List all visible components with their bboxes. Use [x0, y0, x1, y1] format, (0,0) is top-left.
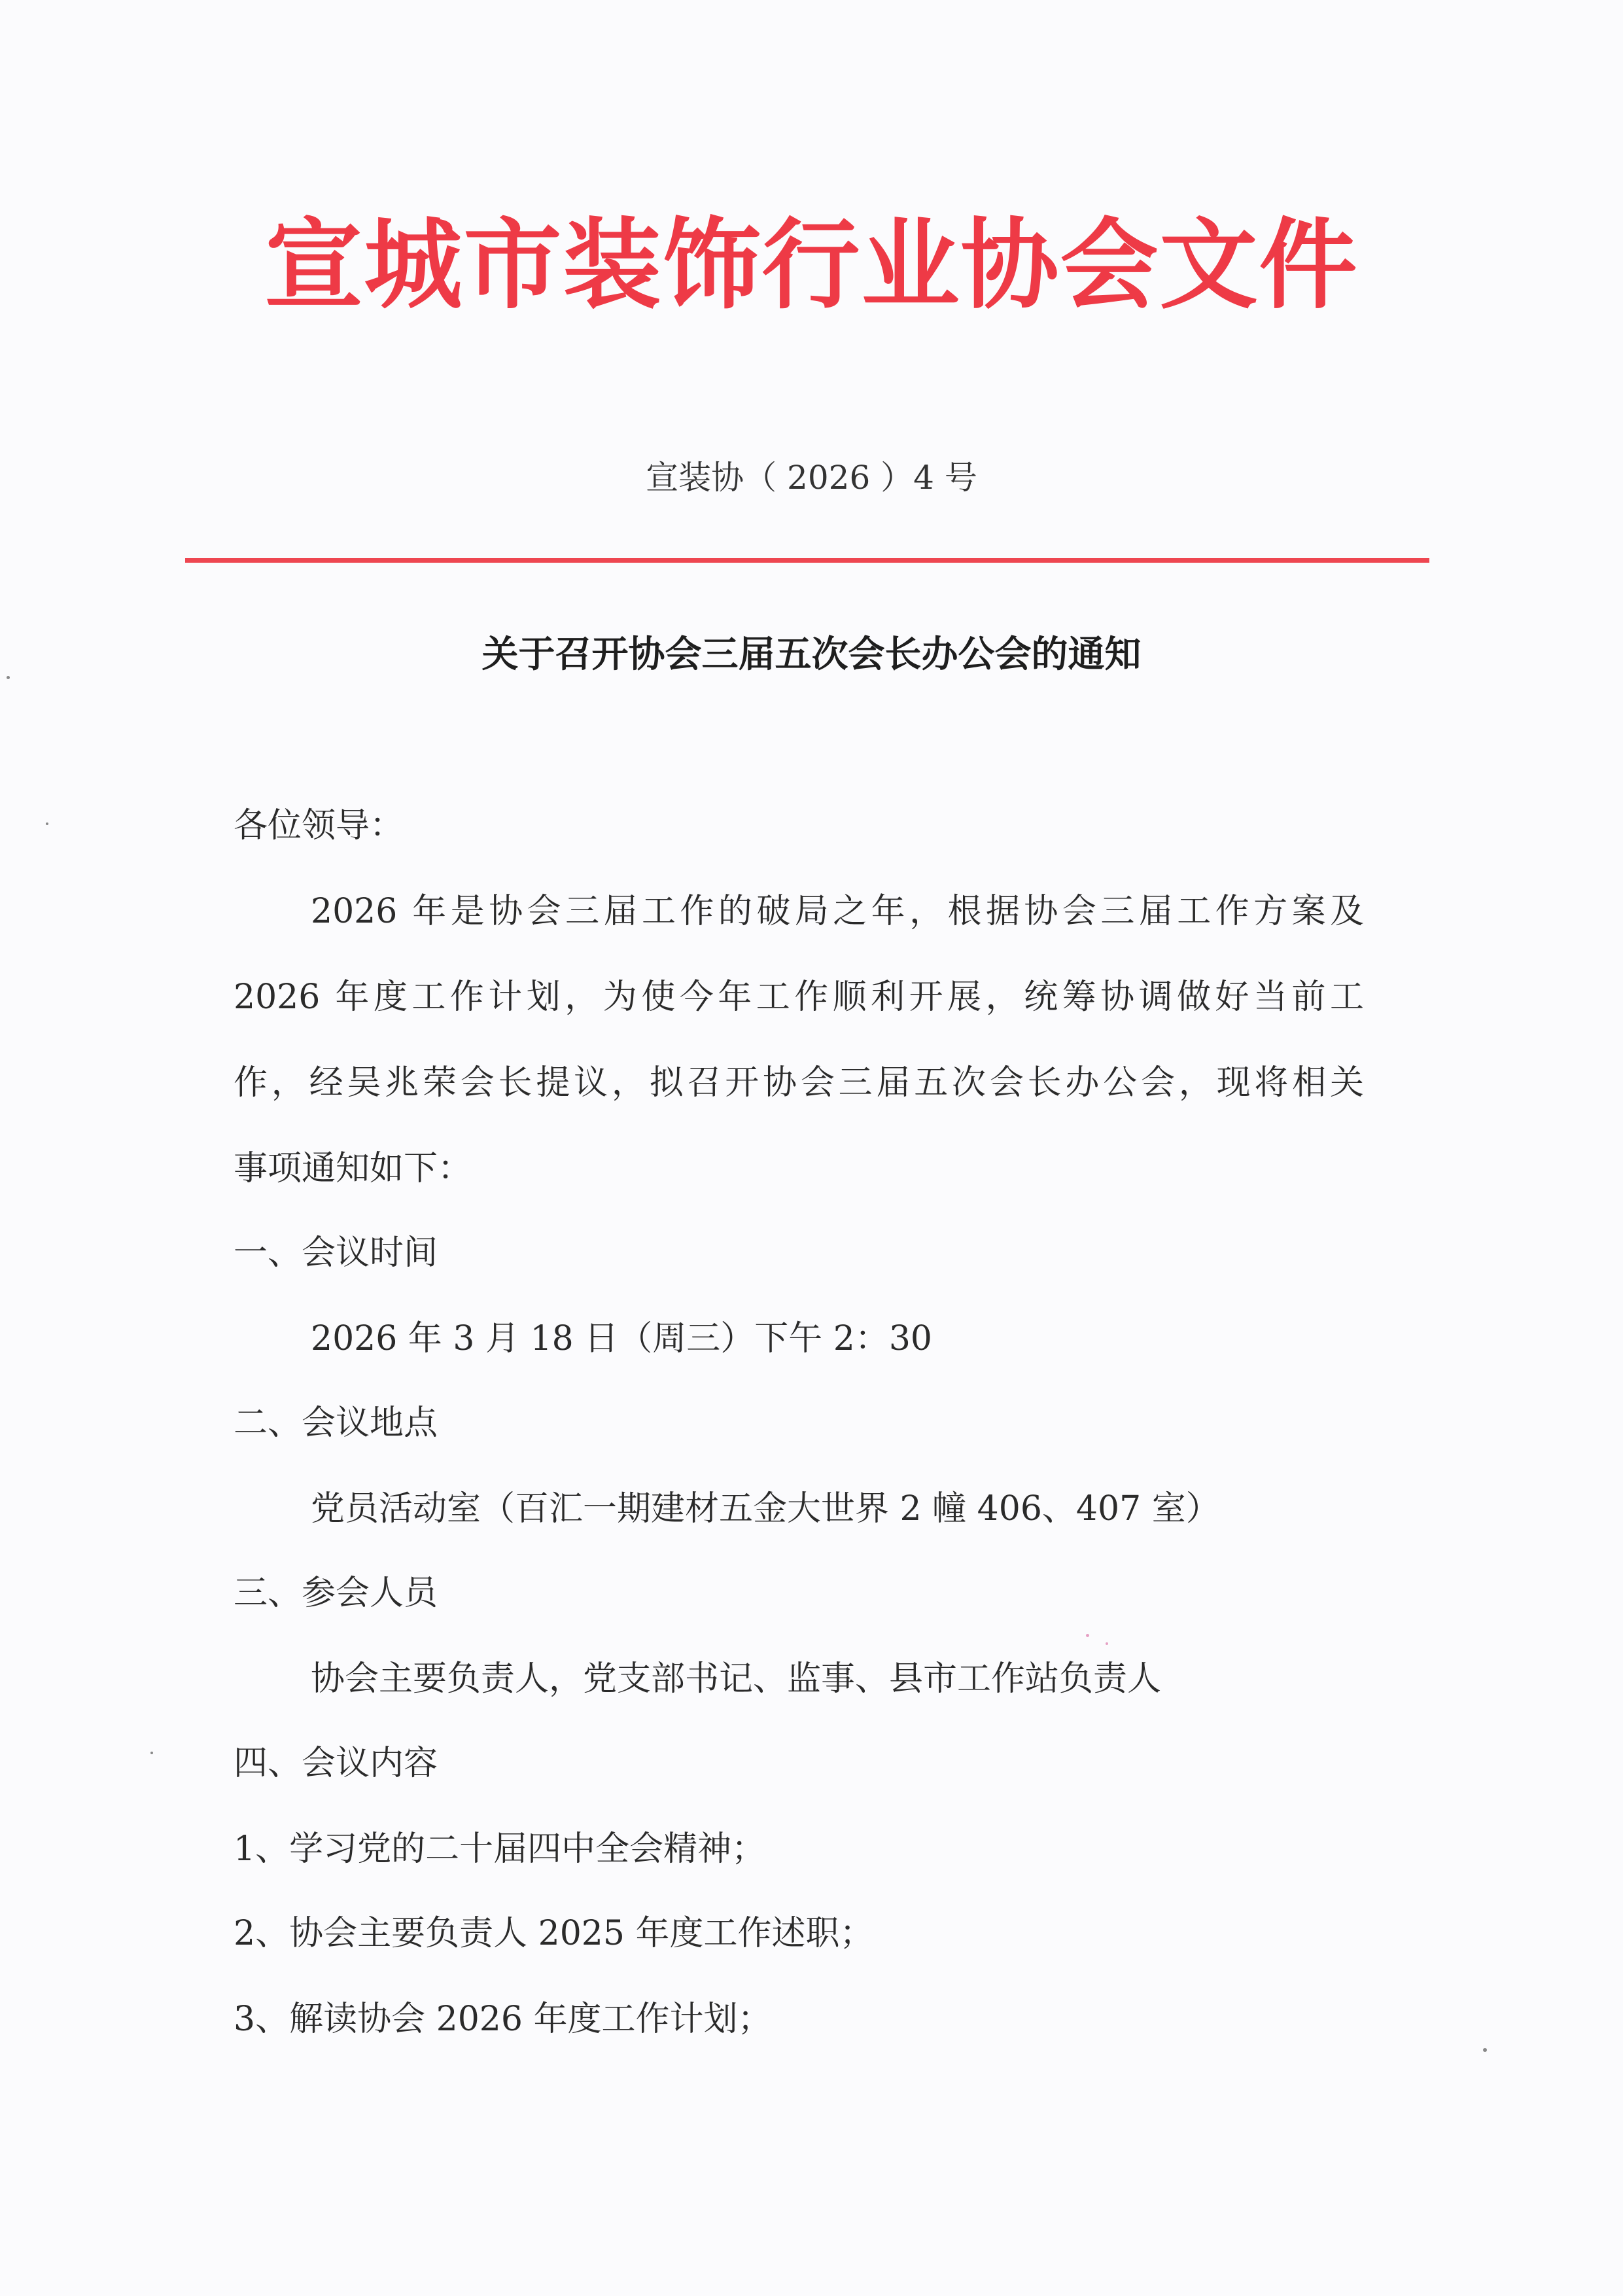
section-content-time: 2026 年 3 月 18 日（周三）下午 2：30: [311, 1319, 933, 1358]
scan-speck: [7, 676, 10, 679]
intro-paragraph-line-3: 作，经吴兆荣会长提议，拟召开协会三届五次会长办公会，现将相关: [234, 1063, 1364, 1103]
agenda-item: 1、学习党的二十届四中全会精神；: [234, 1829, 766, 1869]
red-divider-line: [185, 558, 1429, 563]
section-content-location: 党员活动室（百汇一期建材五金大世界 2 幢 406、407 室）: [311, 1489, 1220, 1528]
agenda-item: 2、协会主要负责人 2025 年度工作述职；: [234, 1914, 874, 1953]
scan-speck: [46, 822, 48, 825]
document-number: 宣装协（ 2026 ）4 号: [646, 459, 977, 497]
section-heading-agenda: 四、会议内容: [234, 1744, 438, 1783]
section-heading-time: 一、会议时间: [234, 1233, 438, 1273]
scan-speck: [150, 1752, 153, 1754]
section-content-attendees: 协会主要负责人，党支部书记、监事、县市工作站负责人: [311, 1659, 1162, 1699]
scan-speck: [1483, 2048, 1487, 2052]
section-heading-attendees: 三、参会人员: [234, 1574, 438, 1613]
intro-paragraph-line-4: 事项通知如下：: [234, 1149, 472, 1188]
scan-speck: [1086, 1634, 1089, 1637]
notice-title: 关于召开协会三届五次会长办公会的通知: [481, 633, 1142, 676]
scan-speck: [1106, 1642, 1108, 1645]
salutation: 各位领导：: [234, 806, 404, 845]
organization-header-title: 宣城市装饰行业协会文件: [264, 207, 1359, 323]
agenda-item: 3、解读协会 2026 年度工作计划；: [234, 2000, 772, 2039]
intro-paragraph-line-1: 2026 年是协会三届工作的破局之年，根据协会三届工作方案及: [311, 892, 1364, 931]
section-heading-location: 二、会议地点: [234, 1404, 438, 1443]
intro-paragraph-line-2: 2026 年度工作计划，为使今年工作顺利开展，统筹协调做好当前工: [234, 978, 1364, 1017]
